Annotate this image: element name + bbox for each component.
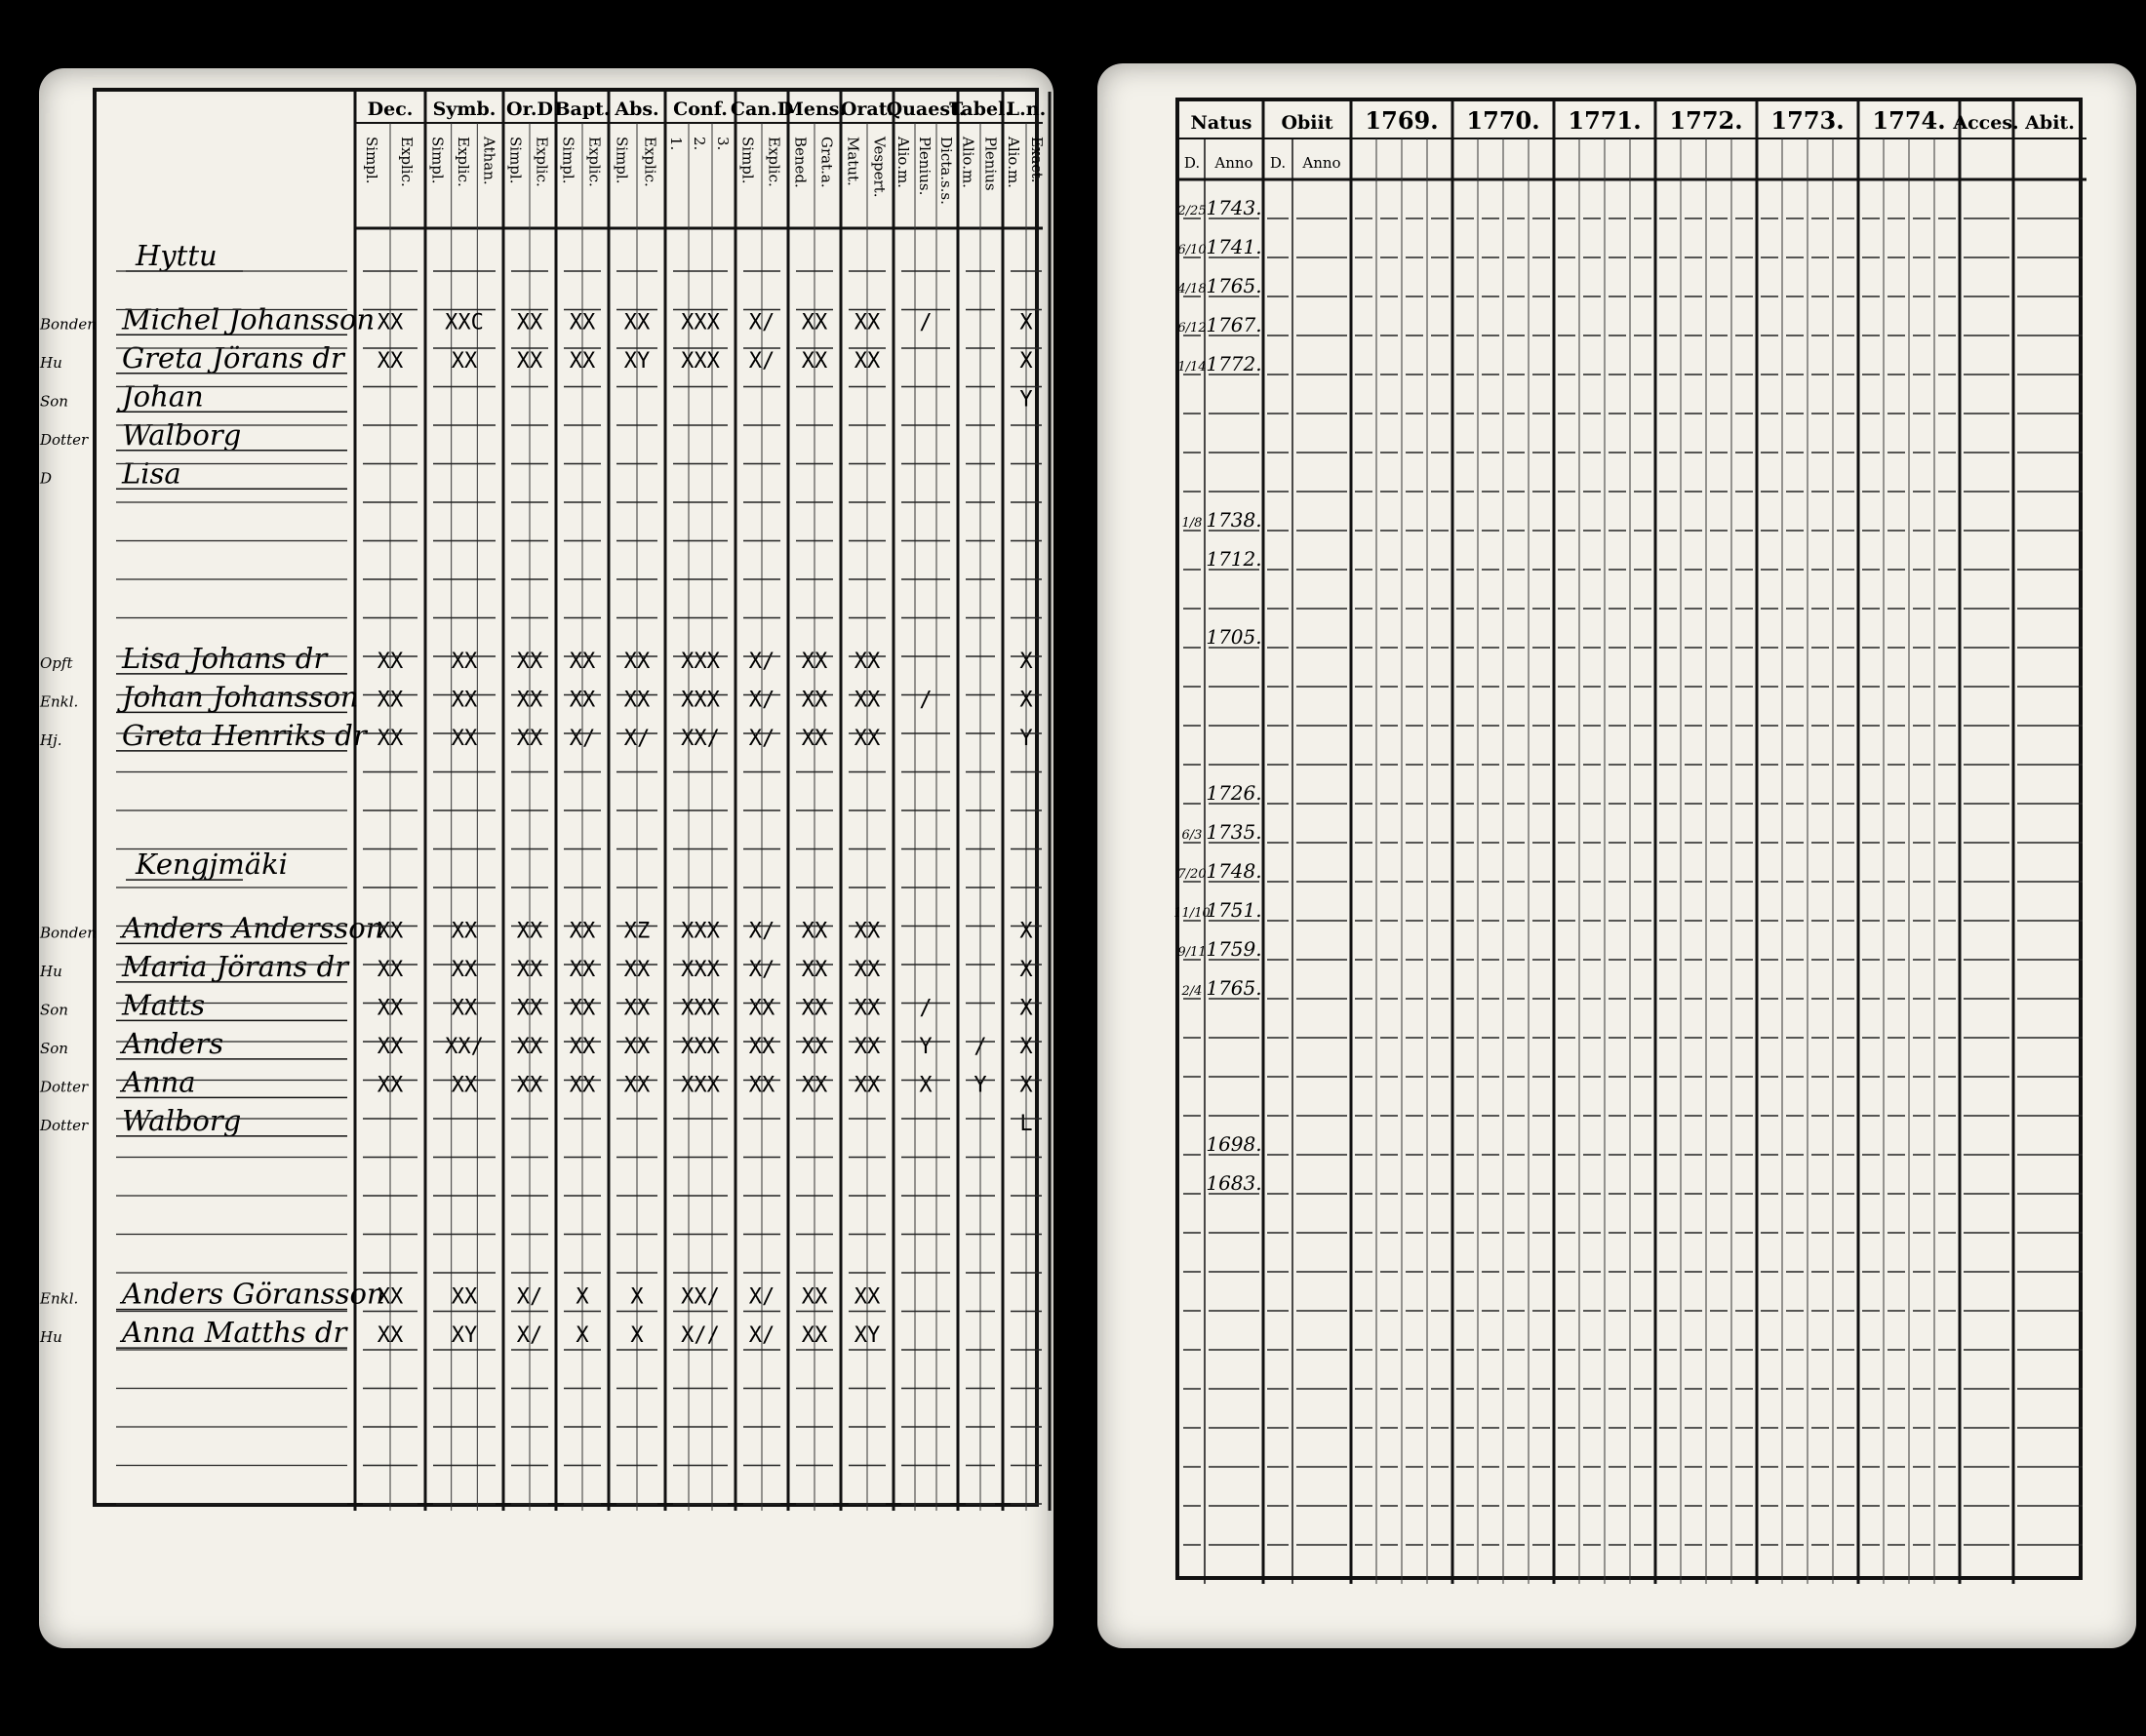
birth-day: 1/8 (1181, 516, 1203, 531)
member-role: Opft (40, 653, 73, 672)
tally-mark: / (974, 1034, 987, 1059)
tally-mark: XX (854, 919, 881, 944)
tally-mark: X/ (623, 726, 651, 751)
tally-mark: XX (623, 996, 651, 1021)
member-role: Bonden (40, 924, 97, 942)
tally-mark: XX (451, 1073, 478, 1098)
member-name: Greta Jörans dr (122, 340, 344, 375)
birth-year: 1759. (1206, 937, 1262, 961)
year-header-1: 1770. (1466, 106, 1540, 135)
birth-year: 1743. (1206, 196, 1262, 219)
tally-mark: XXX (681, 919, 720, 944)
tally-mark: XX (623, 1034, 651, 1059)
member-name: Walborg (122, 1103, 242, 1137)
subheader: Alio.m. (1005, 137, 1022, 188)
tally-mark: XX (623, 688, 651, 713)
abit-header: Abit. (2025, 112, 2075, 134)
tally-mark: XX (377, 310, 404, 335)
tally-mark: X (1019, 1073, 1033, 1098)
subheader: Explic. (641, 137, 659, 187)
tally-mark: XX (451, 919, 478, 944)
acces-header: Acces. (1953, 112, 2019, 134)
subheader: Simpl. (613, 137, 631, 184)
birth-year: 1698. (1206, 1132, 1262, 1156)
member-role: Hu (40, 1328, 62, 1347)
tally-mark: XX (516, 348, 543, 374)
tally-mark: XX (451, 348, 478, 374)
tally-mark: XX (623, 649, 651, 674)
member-role: Enkl. (40, 1289, 79, 1308)
member-role: Dotter (40, 430, 89, 449)
tally-mark: XX (569, 348, 596, 374)
tally-mark: XX (569, 957, 596, 982)
tally-mark: / (919, 996, 933, 1021)
header-11: L.n. (1006, 99, 1047, 120)
tally-mark: XX (569, 996, 596, 1021)
tally-mark: XX (451, 957, 478, 982)
birth-year: 1765. (1206, 976, 1262, 1000)
member-role: Son (40, 1039, 68, 1057)
tally-mark: X/ (748, 649, 775, 674)
member-name: Walborg (122, 417, 242, 452)
tally-mark: XX (854, 688, 881, 713)
birth-year: 1683. (1206, 1171, 1262, 1195)
member-role: Hu (40, 962, 62, 980)
tally-mark: XX (569, 1034, 596, 1059)
tally-mark: X (1019, 957, 1033, 982)
birth-year: 1705. (1206, 625, 1262, 649)
tally-mark: XX (516, 649, 543, 674)
subheader: Grat.a. (817, 137, 836, 188)
tally-mark: XX (801, 957, 828, 982)
natus-anno-header: Anno (1214, 154, 1253, 172)
tally-mark: XX (451, 726, 478, 751)
tally-mark: XX (801, 310, 828, 335)
tally-mark: Y (974, 1073, 987, 1098)
tally-mark: X (630, 1284, 644, 1310)
tally-mark: XX (451, 649, 478, 674)
subheader: Exact. (1028, 137, 1046, 183)
subheader: Plenius (981, 137, 1000, 191)
subheader: 3. (714, 137, 732, 151)
tally-mark: XX (854, 1034, 881, 1059)
birth-year: 1772. (1206, 352, 1262, 375)
tally-mark: XX (516, 310, 543, 335)
tally-mark: XXX (681, 310, 720, 335)
tally-mark: XX (516, 726, 543, 751)
tally-mark: XX (801, 1073, 828, 1098)
subheader: Simpl. (738, 137, 757, 184)
year-header-0: 1769. (1365, 106, 1439, 135)
header-7: Mens. (782, 99, 847, 120)
tally-mark: X/ (748, 1284, 775, 1310)
tally-mark: XX (623, 957, 651, 982)
year-header-3: 1772. (1669, 106, 1743, 135)
subheader: Explic. (585, 137, 604, 187)
obiit-day-header: D. (1269, 154, 1287, 172)
tally-mark: XX (569, 1073, 596, 1098)
tally-mark: X/ (748, 726, 775, 751)
tally-mark: X/ (516, 1284, 543, 1310)
tally-mark: XX (801, 1323, 828, 1349)
tally-mark: XY (854, 1323, 881, 1349)
tally-mark: XX (854, 957, 881, 982)
header-1: Symb. (432, 99, 497, 120)
member-name: Anders (122, 1026, 224, 1060)
tally-mark: XY (451, 1323, 478, 1349)
header-9: Quaest. (886, 99, 966, 120)
tally-mark: X/ (748, 919, 775, 944)
tally-mark: XX (451, 688, 478, 713)
tally-mark: XX (748, 996, 775, 1021)
tally-mark: X (576, 1284, 589, 1310)
tally-mark: Y (919, 1034, 933, 1059)
birth-year: 1741. (1206, 235, 1262, 258)
header-5: Conf. (673, 99, 728, 120)
tally-mark: X/ (569, 726, 596, 751)
member-name: Lisa Johans dr (122, 641, 328, 675)
tally-mark: XX (801, 919, 828, 944)
subheader: Matut. (844, 137, 862, 186)
subheader: Explic. (765, 137, 783, 187)
tally-mark: XX/ (681, 726, 720, 751)
tally-mark: XX (377, 1073, 404, 1098)
tally-mark: XXX (681, 688, 720, 713)
tally-mark: / (919, 688, 933, 713)
birth-year: 1726. (1206, 781, 1262, 805)
subheader: Vespert. (870, 137, 889, 198)
tally-mark: XX (854, 996, 881, 1021)
tally-mark: X (1019, 996, 1033, 1021)
tally-mark: XX (377, 919, 404, 944)
birth-day: 6/3 (1181, 828, 1203, 843)
tally-mark: XX (377, 649, 404, 674)
header-6: Can.D (730, 99, 794, 120)
tally-mark: XX (569, 688, 596, 713)
tally-mark: X/ (516, 1323, 543, 1349)
subheader: Simpl. (559, 137, 577, 184)
member-name: Johan Johansson (122, 680, 359, 714)
tally-mark: XX (854, 649, 881, 674)
tally-mark: XX (801, 1284, 828, 1310)
tally-mark: X// (681, 1323, 720, 1349)
place-name-2: Kengjmäki (136, 848, 288, 882)
member-name: Anders Andersson (122, 911, 384, 945)
place-name-0: Hyttu (136, 239, 218, 272)
member-name: Anna (122, 1065, 196, 1099)
member-name: Anna Matths dr (122, 1316, 347, 1350)
tally-mark: XX (377, 726, 404, 751)
tally-mark: X (1019, 919, 1033, 944)
subheader: Simpl. (506, 137, 525, 184)
tally-mark: XXC (445, 310, 484, 335)
member-name: Greta Henriks dr (122, 718, 367, 752)
tally-mark: XY (623, 348, 651, 374)
tally-mark: XX (451, 1284, 478, 1310)
tally-mark: XX (801, 996, 828, 1021)
birth-day: 11/10 (1173, 906, 1211, 921)
tally-mark: XX (801, 726, 828, 751)
tally-mark: XX (377, 1034, 404, 1059)
tally-mark: XX (516, 919, 543, 944)
birth-day: 9/11 (1177, 945, 1207, 960)
subheader: Dicta.s.s. (937, 137, 955, 205)
right-table-lines (1173, 101, 2086, 1584)
header-10: Tabel. (949, 99, 1012, 120)
birth-day: 2/4 (1181, 984, 1203, 999)
tally-mark: XX (516, 1073, 543, 1098)
tally-mark: XX (569, 919, 596, 944)
tally-mark: X (1019, 688, 1033, 713)
tally-mark: XX (377, 996, 404, 1021)
tally-mark: XX/ (445, 1034, 484, 1059)
tally-mark: XZ (623, 919, 651, 944)
tally-mark: XX (451, 996, 478, 1021)
tally-mark: XX (516, 957, 543, 982)
tally-mark: X/ (748, 310, 775, 335)
subheader: Bened. (791, 137, 810, 188)
tally-mark: XX (516, 688, 543, 713)
birth-day: 6/10 (1177, 243, 1207, 257)
member-name: Lisa (122, 456, 181, 491)
tally-mark: XX (801, 688, 828, 713)
birth-year: 1735. (1206, 820, 1262, 844)
member-name: Michel Johansson (122, 302, 376, 336)
birth-day: 2/25 (1177, 204, 1207, 218)
subheader: Alio.m. (959, 137, 977, 188)
birth-day: 7/20 (1177, 867, 1207, 882)
tally-mark: Y (1019, 387, 1033, 413)
right-register-table (1175, 98, 2083, 1580)
book-spine (1073, 0, 1093, 1736)
tally-mark: Y (1019, 726, 1033, 751)
birth-year: 1767. (1206, 313, 1262, 336)
subheader: Explic. (455, 137, 472, 187)
natus-header: Natus (1190, 112, 1252, 134)
tally-mark: XX (801, 1034, 828, 1059)
member-role: Son (40, 1001, 68, 1019)
subheader: 2. (691, 137, 708, 151)
member-name: Maria Jörans dr (122, 949, 349, 983)
left-register-table (40, 88, 1047, 1507)
tally-mark: X (919, 1073, 933, 1098)
tally-mark: XX (854, 1073, 881, 1098)
tally-mark: X/ (748, 957, 775, 982)
tally-mark: X/ (748, 348, 775, 374)
tally-mark: XX (377, 1323, 404, 1349)
tally-mark: XX (854, 310, 881, 335)
subheader: Alio.m. (894, 137, 912, 188)
tally-mark: X (1019, 649, 1033, 674)
header-4: Abs. (615, 99, 659, 120)
header-8: Orat. (840, 99, 894, 120)
member-role: Dotter (40, 1116, 89, 1134)
subheader: Explic. (398, 137, 416, 187)
obiit-header: Obiit (1281, 112, 1333, 134)
tally-mark: X/ (748, 688, 775, 713)
tally-mark: XX (854, 1284, 881, 1310)
tally-mark: XX (569, 649, 596, 674)
tally-mark: XX (623, 310, 651, 335)
tally-mark: X/ (748, 1323, 775, 1349)
natus-day-header: D. (1183, 154, 1201, 172)
member-name: Anders Göransson (122, 1277, 385, 1311)
obiit-anno-header: Anno (1302, 154, 1341, 172)
member-role: Hj. (40, 730, 62, 749)
member-role: Son (40, 392, 68, 411)
tally-mark: XXX (681, 1034, 720, 1059)
tally-mark: XX (801, 348, 828, 374)
member-name: Matts (122, 988, 206, 1022)
birth-day: 1/14 (1177, 360, 1207, 375)
tally-mark: XX (748, 1073, 775, 1098)
tally-mark: XX (516, 996, 543, 1021)
member-role: D (40, 469, 53, 488)
tally-mark: XX (801, 649, 828, 674)
tally-mark: XXX (681, 649, 720, 674)
member-name: Johan (122, 379, 204, 414)
birth-year: 1748. (1206, 859, 1262, 883)
tally-mark: XXX (681, 957, 720, 982)
tally-mark: XX (377, 1284, 404, 1310)
tally-mark: XX (569, 310, 596, 335)
tally-mark: XX (377, 688, 404, 713)
header-0: Dec. (367, 99, 414, 120)
member-role: Hu (40, 353, 62, 372)
left-table-lines (40, 92, 1047, 1511)
tally-mark: X (1019, 348, 1033, 374)
subheader: Simpl. (363, 137, 380, 184)
tally-mark: XX (377, 957, 404, 982)
tally-mark: XXX (681, 348, 720, 374)
year-header-5: 1774. (1872, 106, 1946, 135)
tally-mark: XX (854, 348, 881, 374)
subheader: Plenius. (916, 137, 934, 196)
tally-mark: / (919, 310, 933, 335)
tally-mark: X (1019, 310, 1033, 335)
member-role: Dotter (40, 1078, 89, 1096)
subheader: 1. (667, 137, 685, 151)
header-3: Bapt. (554, 99, 611, 120)
tally-mark: X (1019, 1034, 1033, 1059)
tally-mark: XXX (681, 1073, 720, 1098)
birth-year: 1712. (1206, 547, 1262, 571)
subheader: Athan. (480, 137, 498, 185)
tally-mark: L (1019, 1111, 1033, 1136)
tally-mark: XX/ (681, 1284, 720, 1310)
header-2: Or.D (506, 99, 553, 120)
tally-mark: X (630, 1323, 644, 1349)
tally-mark: XX (516, 1034, 543, 1059)
tally-mark: X (576, 1323, 589, 1349)
year-header-4: 1773. (1770, 106, 1845, 135)
tally-mark: XXX (681, 996, 720, 1021)
birth-day: 4/18 (1177, 282, 1207, 296)
birth-day: 6/12 (1177, 321, 1207, 335)
tally-mark: XX (623, 1073, 651, 1098)
birth-year: 1738. (1206, 508, 1262, 532)
tally-mark: XX (748, 1034, 775, 1059)
birth-year: 1751. (1206, 898, 1262, 922)
year-header-2: 1771. (1568, 106, 1642, 135)
subheader: Explic. (533, 137, 551, 187)
subheader: Simpl. (428, 137, 447, 184)
member-role: Enkl. (40, 692, 79, 711)
birth-year: 1765. (1206, 274, 1262, 297)
tally-mark: XX (377, 348, 404, 374)
tally-mark: XX (854, 726, 881, 751)
member-role: Bonden (40, 315, 97, 334)
